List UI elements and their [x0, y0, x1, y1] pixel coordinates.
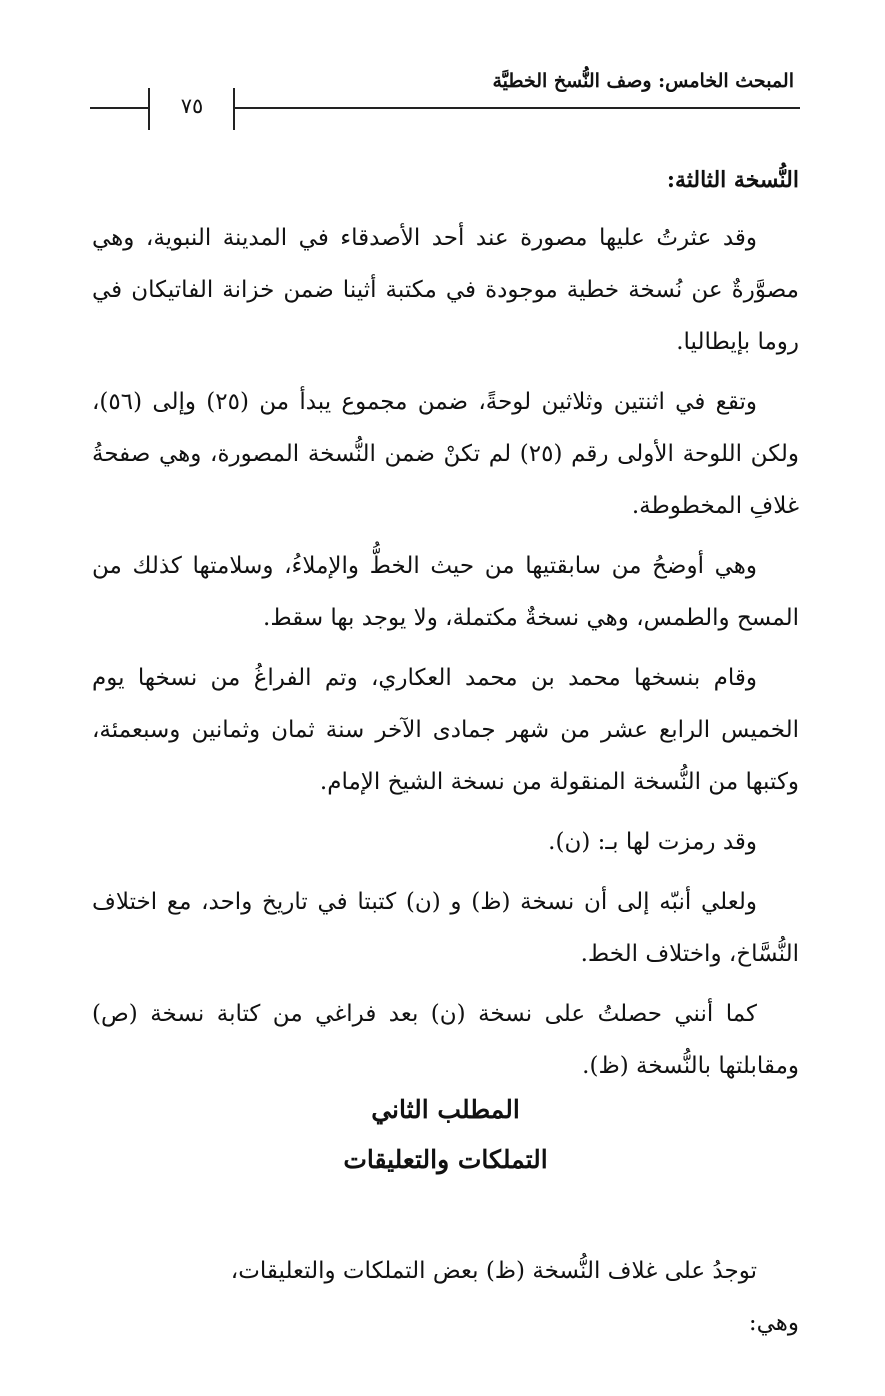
- header-rule-short: [90, 107, 148, 109]
- paragraph-continuation: وهي:: [748, 1310, 799, 1336]
- page-number-bracket-right: [233, 88, 235, 130]
- paragraph: كما أنني حصلتُ على نسخة (ن) بعد فراغي من كتابة نسخة (ص) ومقابلتها بالنُّسخة (ظ).: [92, 1001, 799, 1079]
- paragraph: وقام بنسخها محمد بن محمد العكاري، وتم الفراغُ من نسخها يوم الخميس الرابع عشر من شهر جمادى الآخر سنة ثمان وثمانين وسبعمئة، وكتبها من النُّسخة المنقولة من نسخة الشيخ الإمام.: [92, 665, 799, 795]
- paragraph: وهي أوضحُ من سابقتيها من حيث الخطُّ والإملاءُ، وسلامتها كذلك من المسح والطمس، وهي نسخةٌ مكتملة، ولا يوجد بها سقط.: [92, 553, 799, 631]
- running-header: [90, 60, 800, 135]
- page-number: ٧٥: [180, 94, 204, 118]
- closing-text: [92, 1245, 799, 1349]
- paragraph: وقد عثرتُ عليها مصورة عند أحد الأصدقاء في المدينة النبوية، وهي مصوَّرةٌ عن نُسخة خطية موجودة في مكتبة أثينا ضمن خزانة الفاتيكان في روما بإيطاليا.: [92, 225, 799, 355]
- paragraph: توجدُ على غلاف النُّسخة (ظ) بعض التملكات والتعليقات،: [230, 1258, 757, 1284]
- section-subtitle: التملكات والتعليقات: [343, 1145, 548, 1174]
- paragraph: ولعلي أنبّه إلى أن نسخة (ظ) و (ن) كتبتا في تاريخ واحد، مع اختلاف النُّسَّاخ، واختلاف الخط.: [92, 889, 799, 967]
- page-number-bracket-left: [148, 88, 150, 130]
- header-title: المبحث الخامس: وصف النُّسخ الخطيَّة: [492, 70, 794, 92]
- header-rule: [235, 107, 800, 109]
- paragraph: وتقع في اثنتين وثلاثين لوحةً، ضمن مجموع يبدأ من (٢٥) وإلى (٥٦)، ولكن اللوحة الأولى رقم (٢٥) لم تكنْ ضمن النُّسخة المصورة، وهي صفحةُ غلافِ المخطوطة.: [92, 389, 800, 519]
- paragraph: وقد رمزت لها بـ: (ن).: [548, 829, 757, 855]
- main-text: [92, 160, 799, 1100]
- section-subheading: النُّسخة الثالثة:: [666, 167, 799, 193]
- section-heading: [92, 1085, 799, 1185]
- section-title: المطلب الثاني: [371, 1095, 520, 1124]
